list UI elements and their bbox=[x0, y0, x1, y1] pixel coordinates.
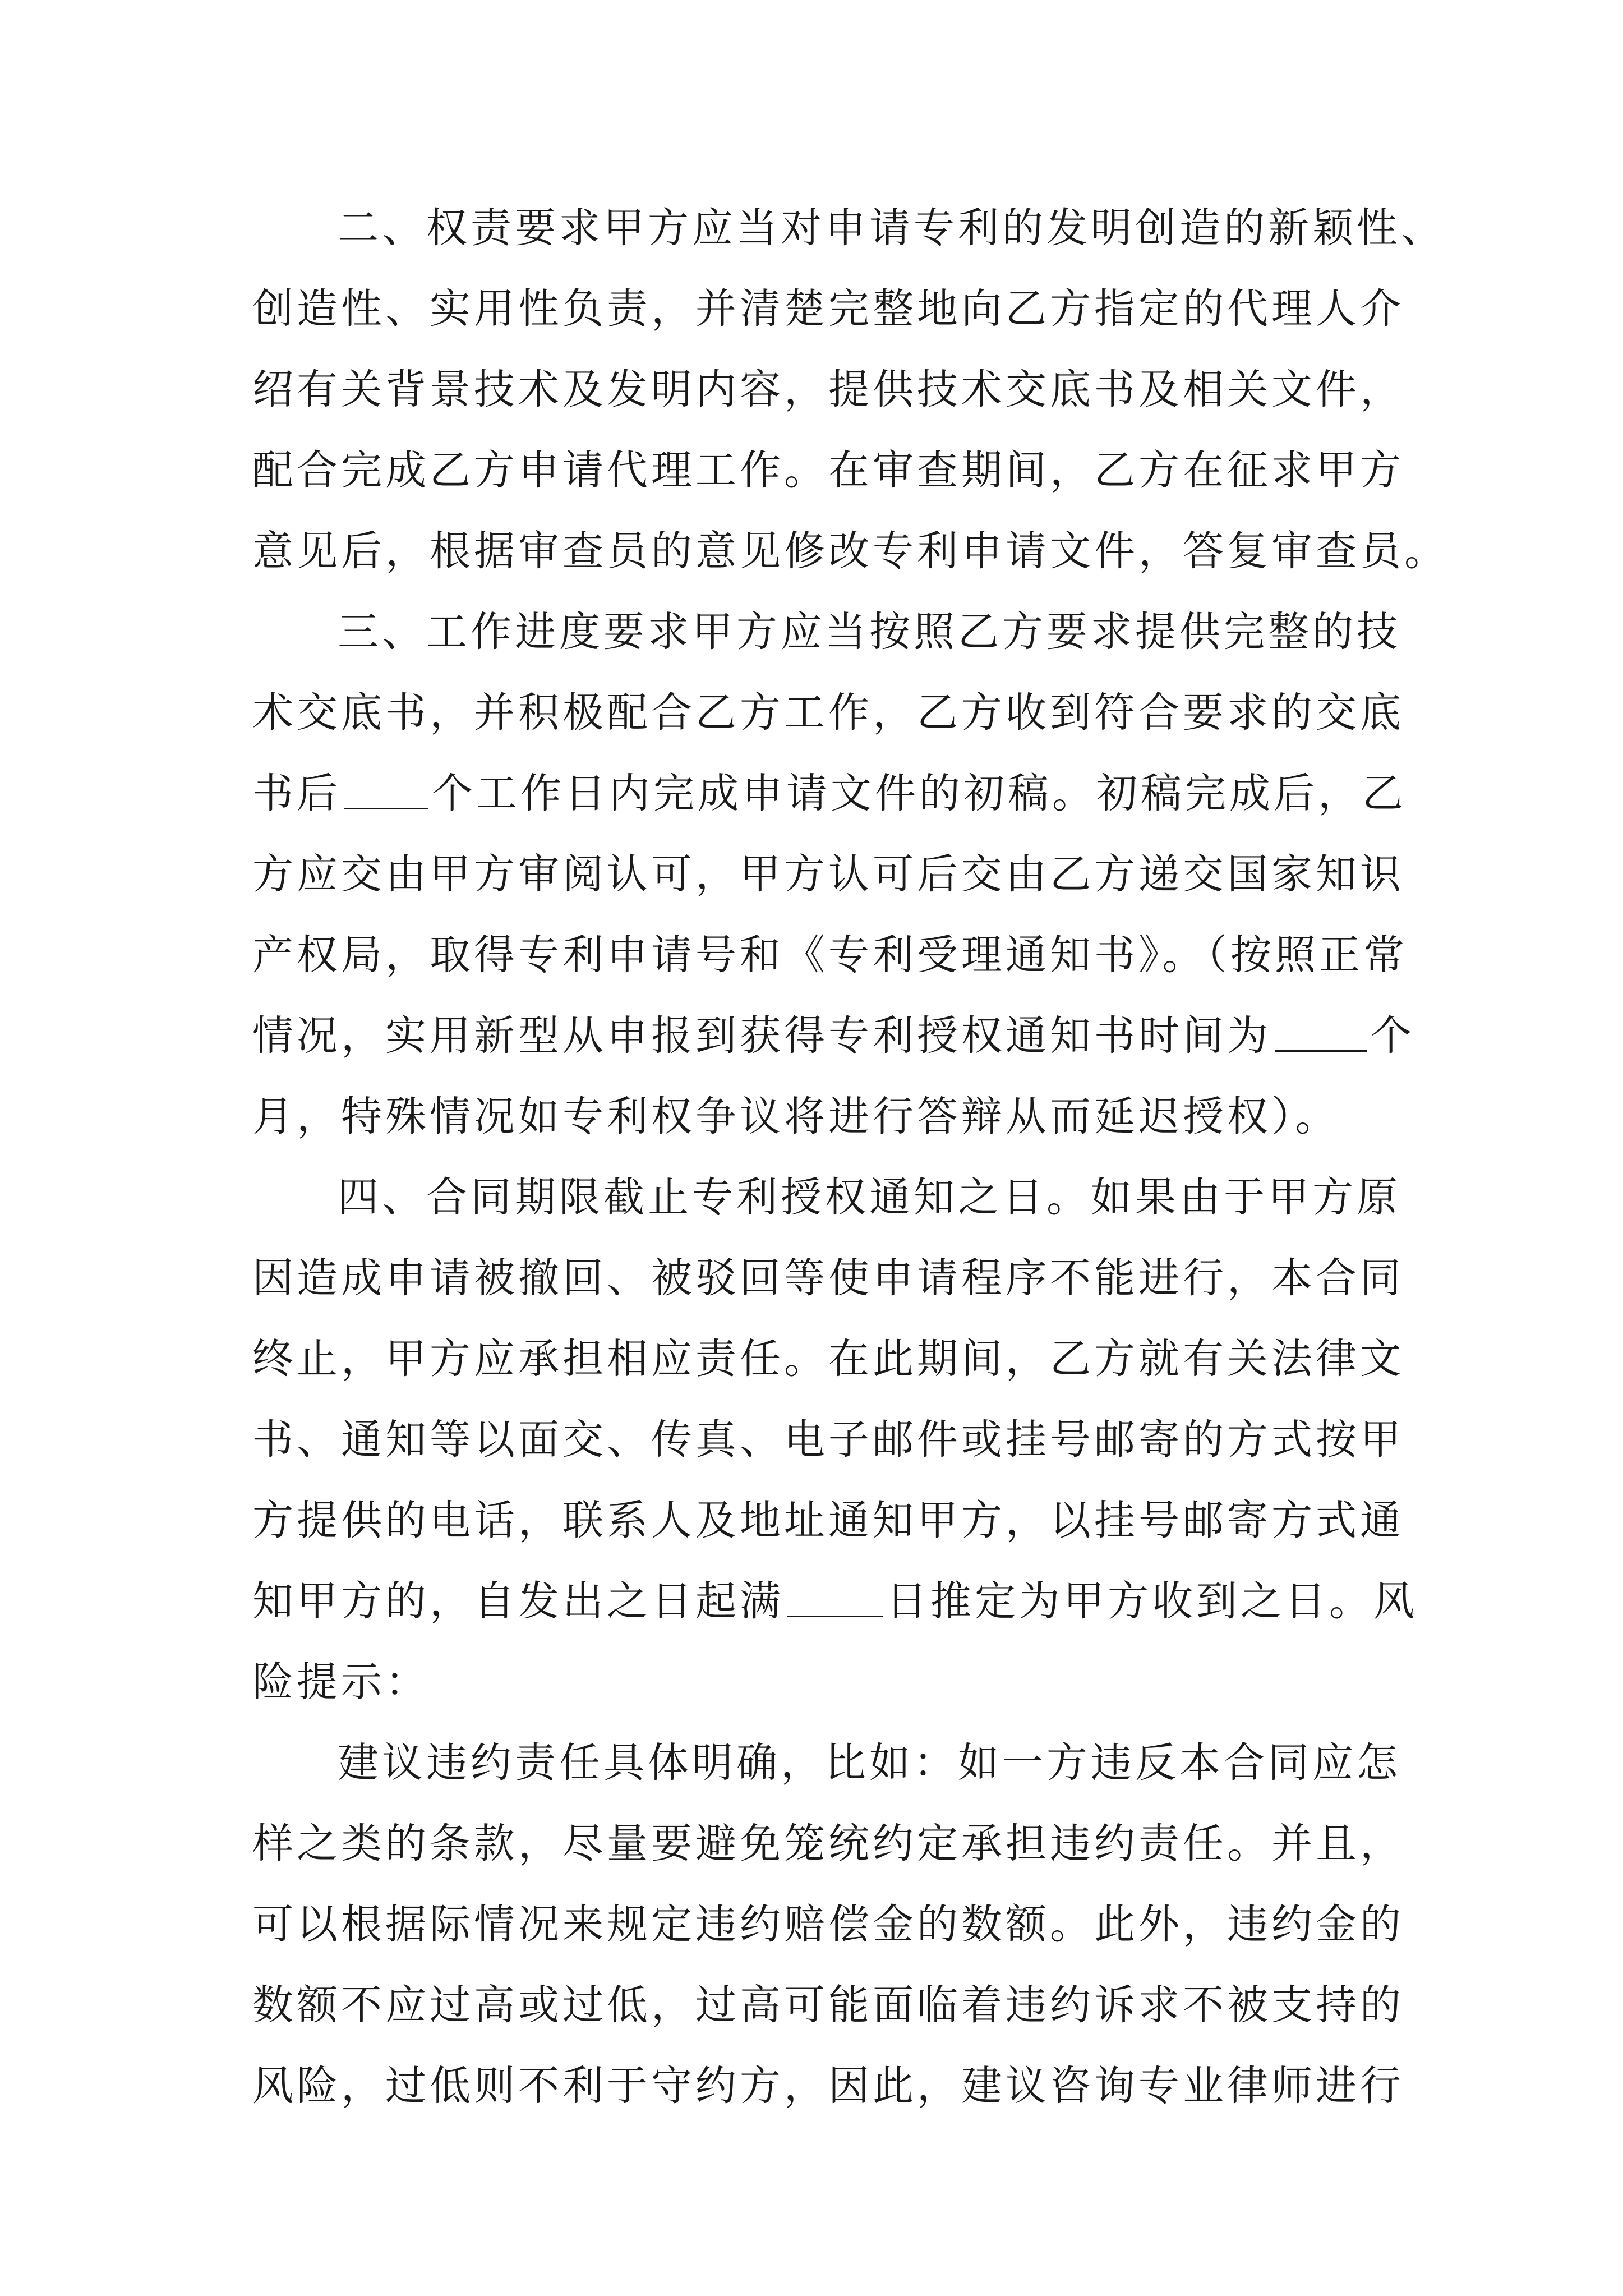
section-3-line-4: 方应交由甲方审阅认可，甲方认可后交由乙方递交国家知识 bbox=[252, 850, 1404, 898]
section-3-line-2: 术交底书，并积极配合乙方工作，乙方收到符合要求的交底 bbox=[252, 689, 1404, 737]
section-4-line-2: 因造成申请被撤回、被驳回等使申请程序不能进行，本合同 bbox=[252, 1254, 1404, 1302]
fill-in-blank-workdays bbox=[344, 806, 428, 809]
risk-note-line-2: 样之类的条款，尽量要避免笼统约定承担违约责任。并且， bbox=[252, 1820, 1404, 1867]
fill-in-blank-days bbox=[787, 1613, 883, 1617]
section-2-line-4: 配合完成乙方申请代理工作。在审查期间，乙方在征求甲方 bbox=[252, 447, 1404, 494]
text-segment: 个工作日内完成申请文件的初稿。初稿完成后，乙 bbox=[432, 770, 1407, 817]
text-segment: 书后 bbox=[252, 770, 341, 817]
section-4-line-4: 书、通知等以面交、传真、电子邮件或挂号邮寄的方式按甲 bbox=[252, 1416, 1404, 1464]
section-4-line-6 bbox=[252, 1561, 1418, 1642]
section-2-line-5: 意见后，根据审查员的意见修改专利申请文件，答复审查员。 bbox=[252, 527, 1449, 575]
section-4-line-1: 四、合同期限截止专利授权通知之日。如果由于甲方原 bbox=[338, 1174, 1401, 1221]
risk-note-line-5: 风险，过低则不利于守约方，因此，建议咨询专业律师进行 bbox=[252, 2062, 1404, 2110]
risk-note-line-3: 可以根据际情况来规定违约赔偿金的数额。此外，违约金的 bbox=[252, 1901, 1404, 1948]
section-3-line-1: 三、工作进度要求甲方应当按照乙方要求提供完整的技 bbox=[338, 608, 1401, 656]
text-segment: 情况，实用新型从申报到获得专利授权通知书时间为 bbox=[252, 1012, 1271, 1060]
document-body bbox=[252, 188, 1449, 2127]
section-2-line-1: 二、权责要求甲方应当对申请专利的发明创造的新颖性、 bbox=[338, 204, 1445, 252]
risk-note-line-1: 建议违约责任具体明确，比如：如一方违反本合同应怎 bbox=[338, 1739, 1401, 1787]
section-3-line-5: 产权局，取得专利申请号和《专利受理通知书》。（按照正常 bbox=[252, 931, 1408, 979]
text-segment: 日推定为甲方收到之日。风 bbox=[886, 1577, 1418, 1625]
section-3-line-3 bbox=[252, 753, 1408, 834]
section-3-line-6 bbox=[252, 996, 1415, 1076]
section-4-line-5: 方提供的电话，联系人及地址通知甲方，以挂号邮寄方式通 bbox=[252, 1497, 1404, 1544]
text-segment: 知甲方的，自发出之日起满 bbox=[252, 1577, 784, 1625]
section-2-line-2: 创造性、实用性负责，并清楚完整地向乙方指定的代理人介 bbox=[252, 285, 1404, 333]
fill-in-blank-months bbox=[1275, 1048, 1367, 1052]
section-2-line-3: 绍有关背景技术及发明内容，提供技术交底书及相关文件， bbox=[252, 366, 1404, 413]
section-4-line-3: 终止，甲方应承担相应责任。在此期间，乙方就有关法律文 bbox=[252, 1335, 1404, 1383]
text-segment: 个 bbox=[1371, 1012, 1415, 1060]
risk-note-line-4: 数额不应过高或过低，过高可能面临着违约诉求不被支持的 bbox=[252, 1981, 1404, 2029]
section-4-line-7: 险提示： bbox=[252, 1658, 430, 1706]
section-3-line-7: 月，特殊情况如专利权争议将进行答辩从而延迟授权）。 bbox=[252, 1093, 1340, 1140]
